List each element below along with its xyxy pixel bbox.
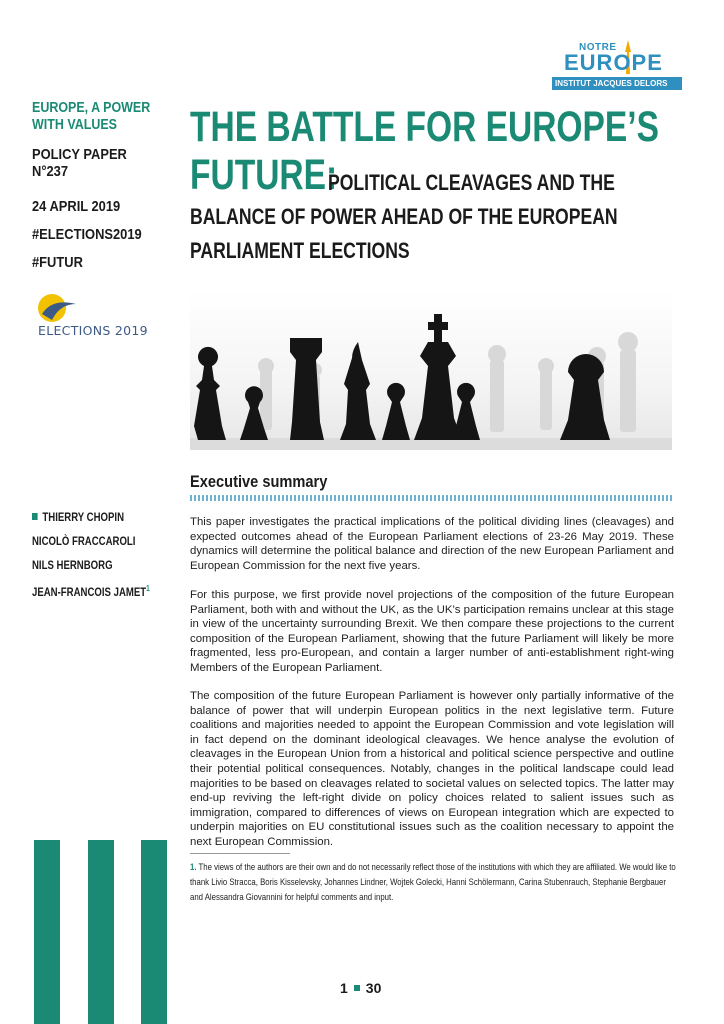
page-number: 1 (340, 980, 348, 996)
title-line-1: THE BATTLE FOR EUROPE’S (190, 103, 659, 151)
footnote (190, 859, 678, 904)
paper-number: N°237 (32, 163, 68, 180)
page-title (190, 103, 659, 151)
title-line-2: FUTURE: (190, 151, 338, 199)
notre-europe-logo (552, 40, 682, 92)
hashtag-elections: #ELECTIONS2019 (32, 226, 142, 243)
separator-square-icon (354, 985, 360, 991)
series-label: EUROPE, A POWER WITH VALUES (32, 100, 151, 133)
decorative-bar (88, 840, 114, 1024)
author-item (32, 553, 150, 577)
paper-type: POLICY PAPER (32, 146, 127, 163)
author-name: JEAN-FRANCOIS JAMET (32, 585, 147, 599)
executive-summary-divider (190, 495, 674, 501)
author-item (32, 577, 150, 604)
summary-paragraph-1: This paper investigates the practical implications of the political dividing lines (cleavages) and expected outcomes ahead of the European Parliament elections of 23-26 May 2019. These dynamics will determine the political balance and direction of the new European Parliament and European Commission for the next five years. (190, 516, 674, 572)
author-name: THIERRY CHOPIN (42, 510, 125, 524)
footnote-marker: 1 (146, 584, 150, 593)
logo-europe-text: EUROPE (564, 50, 663, 75)
logo-institut-text: INSTITUT JACQUES DELORS (552, 77, 682, 90)
page-total: 30 (365, 980, 382, 996)
subtitle-line-3: PARLIAMENT ELECTIONS (190, 238, 410, 263)
decorative-bar (141, 840, 167, 1024)
elections-logo-text: ELECTIONS 2019 (38, 323, 148, 338)
elections-2019-logo (32, 290, 172, 340)
executive-summary-heading: Executive summary (190, 472, 328, 491)
author-item (32, 529, 150, 553)
summary-paragraph-3: The composition of the future European Parliament is however only partially informative of the balance of power that will underpin European politics in the next legislative term. Future coalitions and majorities needed to appoint the European Commission and vote legislation will in fact depend on the dominant ideological cleavages. We hence analyse the evolution of cleavages in the European Union from a historical and political science perspective and outline their potential political consequences. Notably, changes in the political landscape could lead majorities to be based on cleavages related to societal values on selected topics. The latter may end-up reviving the left-right divide on policy choices related to salient issues such as immigration, compared to differences of views on European integration which are expected to underpin majorities on EU constitutional issues such as the coalition necessary to appoint the next European Commission. (190, 690, 674, 848)
logo-notre-text: NOTRE (579, 42, 617, 53)
paper-date: 24 APRIL 2019 (32, 198, 121, 215)
hashtag-futur: #FUTUR (32, 254, 83, 271)
footnote-number: 1. (190, 861, 197, 872)
author-list (32, 505, 179, 604)
decorative-bar (34, 840, 60, 1024)
author-item (32, 505, 150, 529)
summary-paragraph-2: For this purpose, we first provide novel projections of the composition of the future European Parliament, both with and without the UK, as the UK’s participation remains unclear at this stage in view of the uncertainty surrounding Brexit. We then compare these projections to the current composition of the European Parliament, showing that the future Parliament will likely be more fragmented, less pro-European, and contain a larger number of anti-establishment right-wing Members of the European Parliament. (190, 589, 674, 674)
author-name: NICOLÒ FRACCAROLI (32, 534, 136, 548)
subtitle-line-2: BALANCE OF POWER AHEAD OF THE EUROPEAN (190, 204, 618, 229)
subtitle-line-1: POLITICAL CLEAVAGES AND THE (328, 170, 615, 195)
footnote-divider (190, 853, 290, 854)
chess-pieces-image (190, 290, 672, 450)
footnote-text: The views of the authors are their own and do not necessarily reflect those of the institutions with which they are affiliated. We would like to thank Livio Stracca, Boris Kisselevsky, Johannes Lindner, Wojtek Golecki, Hanni Schölermann, Carina Stubenrauch, Stephanie Bergbauer and Alessandra Giovannini for helpful comments and input. (190, 861, 676, 902)
bullet-square-icon (32, 513, 38, 520)
page-indicator (340, 980, 381, 996)
chess-illustration (190, 290, 672, 450)
author-name: NILS HERNBORG (32, 558, 113, 572)
